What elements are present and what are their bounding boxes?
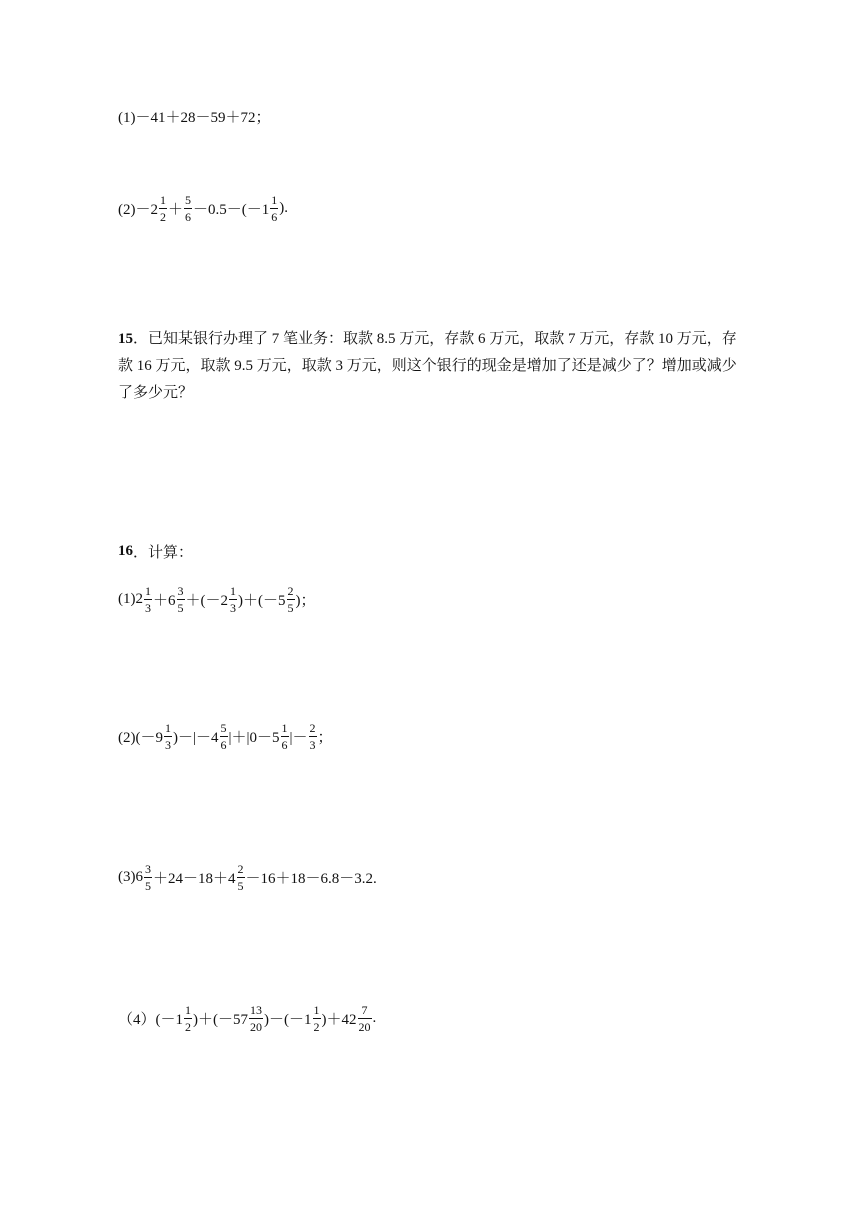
expr-text: ； [317,730,333,746]
numerator: 2 [287,584,294,598]
fraction [309,722,317,751]
expr-text: －16＋18－6.8－3.2. [245,871,377,887]
problem16-part3 [118,863,377,892]
expr-text: （4）(－1 [118,1012,183,1028]
expr-text: (2)(－9 [118,730,163,746]
problem14-part2 [118,194,288,223]
numerator: 2 [237,862,244,876]
numerator: 3 [177,584,184,598]
fraction [249,1004,263,1033]
numerator: 7 [361,1003,368,1017]
expr-text: )－(－1 [264,1012,312,1028]
problem15-number: 15 [118,331,133,347]
denominator: 6 [281,738,288,752]
numerator: 1 [313,1003,320,1017]
expr-text: )＋(－5 [238,593,286,609]
expr-text: )＋42 [321,1012,357,1028]
denominator: 5 [237,879,244,893]
expr-text: (3)6 [118,869,143,885]
fraction [144,863,152,892]
expr-text: ＋ [168,202,184,218]
denominator: 2 [185,1020,191,1034]
denominator: 5 [287,601,294,615]
denominator: 20 [250,1020,262,1034]
problem16-part2 [118,722,333,751]
fraction [159,194,167,223]
numerator: 2 [309,721,316,735]
fraction [144,585,152,614]
fraction [287,585,295,614]
expr-text: ＋6 [153,593,176,609]
fraction [177,585,185,614]
expr-text: )； [295,593,316,609]
denominator: 6 [220,738,227,752]
fraction [164,722,172,751]
expr-text: |－ [289,730,308,746]
fraction [281,722,289,751]
denominator: 2 [160,210,166,224]
denominator: 6 [185,210,192,224]
numerator: 5 [220,721,227,735]
numerator: 3 [145,862,151,876]
expr-text: ＋24－18＋4 [153,871,236,887]
numerator: 1 [145,584,151,598]
problem16-number: 16 [118,543,133,559]
problem16-part4 [118,1004,376,1033]
expr-text: . [372,1010,377,1026]
denominator: 2 [313,1020,320,1034]
expr-text: －0.5－(－1 [193,202,270,218]
problem15-separator: ． [133,331,149,347]
expr-text: (2)－2 [118,202,158,218]
numerator: 13 [250,1003,262,1017]
numerator: 1 [165,721,171,735]
denominator: 5 [145,879,151,893]
expr-text: )＋(－57 [193,1012,248,1028]
fraction [220,722,228,751]
expr-text: (1)2 [118,591,143,607]
expr-text: )－|－4 [173,730,219,746]
numerator: 1 [185,1003,191,1017]
fraction [270,194,278,223]
problem14-part1: (1)－41＋28－59＋72； [118,110,271,126]
fraction [184,194,192,223]
expr-text: |＋|0－5 [228,730,280,746]
problem15-text: 已知某银行办理了 7 笔业务：取款 8.5 万元，存款 6 万元，取款 7 万元，存款 10 万元，存款 16 万元，取款 9.5 万元，取款 3 万元，则这个银行的现金是增加了还是减少了？增加或减少了多少元？ [118,331,737,401]
denominator: 3 [309,738,316,752]
numerator: 1 [230,584,237,598]
denominator: 5 [177,601,184,615]
expr-text: ＋(－2 [185,593,229,609]
denominator: 3 [165,738,171,752]
numerator: 1 [160,193,166,207]
problem15 [118,326,748,407]
fraction [237,863,245,892]
numerator: 1 [281,721,288,735]
denominator: 3 [145,601,151,615]
expr-text: ). [279,200,289,216]
problem16-separator: ． [133,545,149,561]
denominator: 3 [230,601,237,615]
problem16-part1 [118,585,316,614]
numerator: 1 [271,193,278,207]
numerator: 5 [185,193,192,207]
fraction [313,1004,321,1033]
problem16-heading [118,541,193,562]
denominator: 20 [358,1020,371,1034]
denominator: 6 [271,210,278,224]
problem16-title: 计算： [148,545,194,561]
fraction [358,1004,372,1033]
fraction [229,585,237,614]
fraction [184,1004,192,1033]
